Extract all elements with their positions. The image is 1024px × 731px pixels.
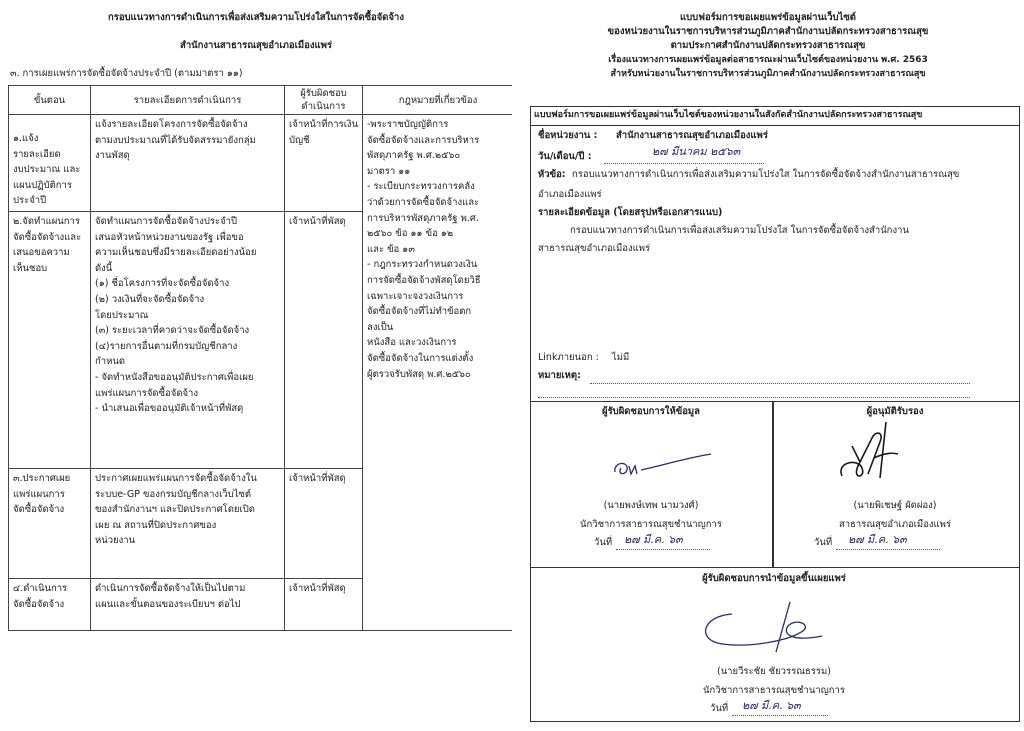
step-cell: ๑.แจ้ง รายละเอียด งบประมาณ และ แผนปฏิบัติการ ประจำปี	[9, 115, 91, 212]
left-title-2: สำนักงานสาธารณสุขอำเภอเมืองแพร่	[180, 40, 332, 51]
procedure-table	[8, 85, 514, 631]
publisher-position: นักวิชาการสาธารณสุขชำนาญการ	[703, 685, 845, 696]
header-law: กฎหมายที่เกี่ยวข้อง	[363, 86, 514, 115]
approver-name: (นายพิเชษฐ์ ผัดผ่อง)	[853, 500, 937, 511]
publisher-signature	[692, 596, 832, 656]
provider-name: (นายพงษ์เทพ นามวงศ์)	[603, 500, 699, 511]
table-header-row	[9, 86, 514, 115]
topic-value-1: กรอบแนวทางการดำเนินการเพื่อส่งเสริมความโปร่งใส ในการจัดซื้อจัดจ้างสำนักงานสาธารณสุข	[572, 169, 960, 180]
form-title: แบบฟอร์มการขอเผยแพร่ข้อมูลผ่านเว็บไซต์ของหน่วยงานในสังกัดสำนักงานปลัดกระทรวงสาธารณสุข	[534, 110, 923, 120]
publisher-date-value: ๒๗ มี.ค. ๖๓	[742, 699, 801, 712]
provider-date-value: ๒๗ มี.ค. ๖๓	[624, 533, 683, 546]
topic-label: หัวข้อ:	[538, 169, 566, 180]
detail-value-2: สาธารณสุขอำเภอเมืองแพร่	[538, 243, 651, 254]
approver-date-value: ๒๗ มี.ค. ๖๓	[848, 533, 907, 546]
law-cell: -พระราชบัญญัติการ จัดซื้อจัดจ้างและการบริหาร พัสดุภาครัฐ พ.ศ.๒๕๖๐ มาตรา ๑๑ - ระเบียบกระทรวงการคลัง ว่าด้วยการจัดซื้อจัดจ้างและ การบริหารพัสดุภาครัฐ พ.ศ. ๒๕๖๐ ข้อ ๑๑ ข้อ ๑๒ และ ข้อ ๑๓ - กฎกระทรวงกำหนดวงเงิน การจัดซื้อจัดจ้างพัสดุโดยวิธี เฉพาะเจาะจงวงเงินการ จัดซื้อจัดจ้างที่ไม่ทำข้อตก ลงเป็น หนังสือ และวงเงินการ จัดซื้อจัดจ้างในการแต่งตั้ง ผู้ตรวจรับพัสดุ พ.ศ.๒๕๖๐	[363, 115, 514, 631]
responsible-cell: เจ้าหน้าที่พัสดุ	[285, 578, 363, 630]
approver-signature	[828, 418, 918, 486]
responsible-cell: เจ้าหน้าที่การเงิน บัญชี	[285, 115, 363, 212]
approver-date-underline	[836, 549, 940, 550]
agency-label: ชื่อหน่วยงาน :	[538, 130, 598, 141]
detail-label: รายละเอียดข้อมูล (โดยสรุปหรือเอกสารแนบ)	[538, 207, 723, 218]
provider-position: นักวิชาการสาธารณสุขชำนาญการ	[580, 519, 722, 530]
approver-position: สาธารณสุขอำเภอเมืองแพร่	[838, 519, 952, 530]
form-header-line-4: เรื่องแนวทางการเผยแพร่ข้อมูลต่อสาธารณะผ่านเว็บไซต์ของหน่วยงาน พ.ศ. 2563	[608, 55, 928, 65]
publisher-date-underline	[732, 715, 828, 716]
detail-value-1: กรอบแนวทางการดำเนินการเพื่อส่งเสริมความโปร่งใส ในการจัดซื้อจัดจ้างสำนักงาน	[570, 225, 909, 236]
link-label: Linkภายนอก :	[538, 352, 599, 363]
publisher-date-label: วันที่	[710, 703, 729, 714]
header-responsible: ผู้รับผิดชอบ ดำเนินการ	[285, 86, 363, 115]
publisher-name: (นายวีระชัย ชัยวรรณธรรม)	[716, 666, 831, 677]
note-underline-2	[538, 397, 970, 398]
header-detail: รายละเอียดการดำเนินการ	[91, 86, 285, 115]
detail-cell: ประกาศเผยแพร่แผนการจัดซื้อจัดจ้างในระบบe-GP ของกรมบัญชีกลางเว็บไซต์ ของสำนักงานฯ และปิดประกาศโดยเปิด เผย ณ สถานที่ปิดประกาศของ หน่วยงาน	[91, 468, 285, 578]
form-header-line-2: ของหน่วยงานในราชการบริหารส่วนภูมิภาคสำนักงานปลัดกระทรวงสาธารณสุข	[607, 26, 929, 37]
form-header-line-1: แบบฟอร์มการขอเผยแพร่ข้อมูลผ่านเว็บไซต์	[680, 12, 856, 23]
form-header-line-5: สำหรับหน่วยงานในราชการบริหารส่วนภูมิภาคสำนักงานปลัดกระทรวงสาธารณสุข	[610, 69, 926, 79]
note-label: หมายเหตุ:	[538, 370, 581, 381]
right-page	[512, 0, 1024, 731]
detail-cell: แจ้งรายละเอียดโครงการจัดซื้อจัดจ้าง ตามงบประมาณที่ได้รับจัดสรรมายังกลุ่ม งานพัสดุ	[91, 115, 285, 212]
date-label: วัน/เดือน/ปี :	[538, 151, 592, 162]
step-cell: ๒.จัดทำแผนการ จัดซื้อจัดจ้างและ เสนอขอความ เห็นชอบ	[9, 211, 91, 468]
form-header-line-3: ตามประกาศสำนักงานปลัดกระทรวงสาธารณสุข	[670, 40, 866, 51]
topic-value-2: อำเภอเมืองแพร่	[538, 189, 602, 200]
approver-date-label: วันที่	[814, 537, 833, 548]
detail-cell: จัดทำแผนการจัดซื้อจัดจ้างประจำปี เสนอหัวหน้าหน่วยงานของรัฐ เพื่อขอ ความเห็นชอบซึ่งมีรายละเอียดอย่างน้อย ดังนี้ (๑) ชื่อโครงการที่จะจัดซื้อจัดจ้าง (๒) วงเงินที่จะจัดซื้อจัดจ้าง โดยประมาณ (๓) ระยะเวลาที่คาดว่าจะจัดซื้อจัดจ้าง (๔)รายการอื่นตามที่กรมบัญชีกลาง กำหนด - จัดทำหนังสือขออนุมัติประกาศเพื่อเผย แพร่แผนการจัดซื้อจัดจ้าง - นำเสนอเพื่อขออนุมัติเจ้าหน้าที่พัสดุ	[91, 211, 285, 468]
link-value: ไม่มี	[612, 352, 630, 363]
step-cell: ๓.ประกาศเผย แพร่แผนการ จัดซื้อจัดจ้าง	[9, 468, 91, 578]
table-row	[9, 115, 514, 212]
left-title-1: กรอบแนวทางการดำเนินการเพื่อส่งเสริมความโปร่งใสในการจัดซื้อจัดจ้าง	[107, 12, 405, 23]
section-heading: ๓. การเผยแพร่การจัดซื้อจัดจ้างประจำปี (ตามมาตรา ๑๑)	[10, 68, 243, 79]
date-underline	[604, 163, 764, 164]
provider-date-label: วันที่	[594, 537, 613, 548]
publisher-title: ผู้รับผิดชอบการนำข้อมูลขึ้นเผยแพร่	[702, 573, 846, 584]
date-handwritten: ๒๗ มีนาคม ๒๕๖๓	[652, 145, 741, 158]
provider-date-underline	[616, 549, 710, 550]
note-underline-1	[590, 383, 970, 384]
step-cell: ๔.ดำเนินการ จัดซื้อจัดจ้าง	[9, 578, 91, 630]
responsible-cell: เจ้าหน้าที่พัสดุ	[285, 468, 363, 578]
header-step: ขั้นตอน	[9, 86, 91, 115]
provider-signature	[607, 448, 717, 486]
detail-cell: ดำเนินการจัดซื้อจัดจ้างให้เป็นไปตาม แผนและขั้นตอนของระเบียบฯ ต่อไป	[91, 578, 285, 630]
agency-value: สำนักงานสาธารณสุขอำเภอเมืองแพร่	[616, 130, 768, 141]
responsible-cell: เจ้าหน้าที่พัสดุ	[285, 211, 363, 468]
approver-title: ผู้อนุมัติรับรอง	[866, 406, 924, 417]
provider-title: ผู้รับผิดชอบการให้ข้อมูล	[602, 406, 700, 417]
